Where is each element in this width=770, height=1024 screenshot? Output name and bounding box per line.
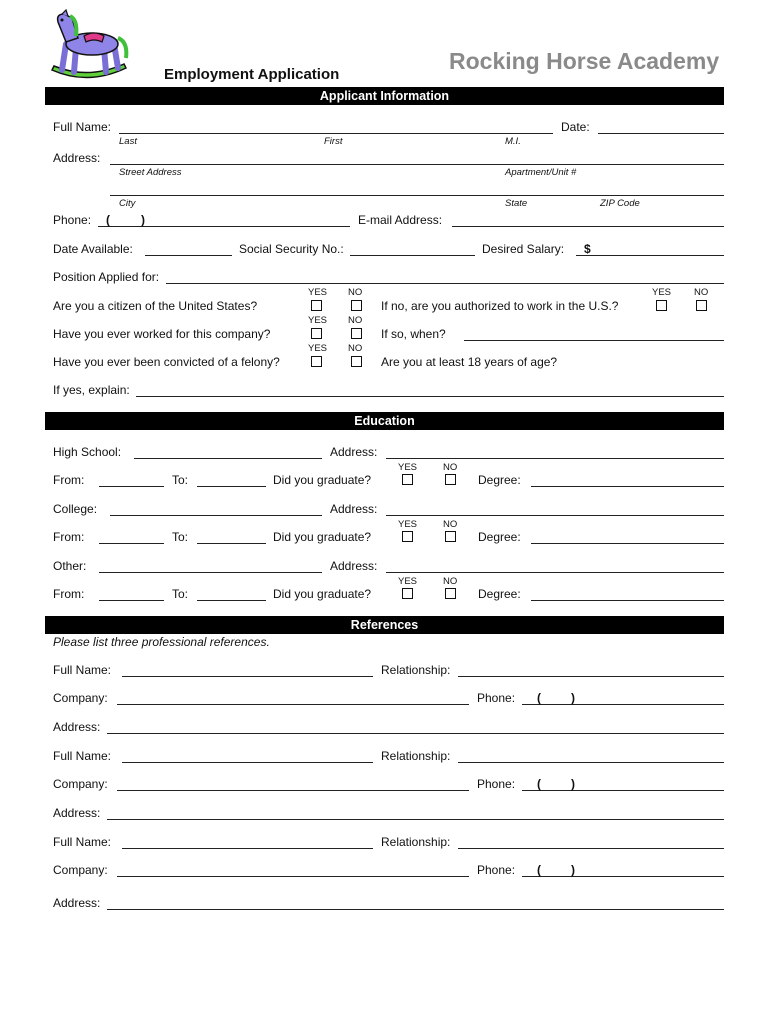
yes-header: YES: [398, 462, 418, 473]
position-field[interactable]: [166, 283, 724, 284]
ref2-address-field[interactable]: [107, 819, 724, 820]
other-graduate-question: Did you graduate?: [273, 587, 372, 601]
no-header: NO: [443, 462, 458, 473]
city-hint: City: [119, 198, 136, 209]
ref2-full-name-field[interactable]: [122, 762, 373, 763]
other-label: Other:: [53, 559, 87, 573]
other-degree-field[interactable]: [531, 600, 724, 601]
high-school-field[interactable]: [134, 458, 322, 459]
ref3-full-name-label: Full Name:: [53, 835, 112, 849]
form-title: Employment Application: [164, 66, 340, 83]
street-address-field[interactable]: [110, 164, 724, 165]
yes-header: YES: [398, 519, 418, 530]
explain-label: If yes, explain:: [53, 383, 130, 397]
yes-header: YES: [398, 576, 418, 587]
section-header-education: Education: [45, 412, 724, 430]
phone-paren-open: (: [106, 213, 110, 227]
desired-salary-label: Desired Salary:: [482, 242, 565, 256]
phone-paren-close: ): [141, 213, 145, 227]
dollar-sign: $: [584, 242, 591, 256]
worked-yes-checkbox[interactable]: [311, 328, 322, 339]
ref2-phone-paren-close: ): [571, 777, 575, 791]
section-header-applicant: Applicant Information: [45, 87, 724, 105]
ref1-relationship-label: Relationship:: [381, 663, 451, 677]
street-address-hint: Street Address: [119, 167, 182, 178]
college-degree-field[interactable]: [531, 543, 724, 544]
other-to-label: To:: [172, 587, 189, 601]
ref1-phone-label: Phone:: [477, 691, 516, 705]
no-header: NO: [348, 287, 363, 298]
ref1-full-name-field[interactable]: [122, 676, 373, 677]
when-question: If so, when?: [381, 327, 446, 341]
first-name-hint: First: [324, 136, 343, 147]
ref1-phone-paren-open: (: [537, 691, 541, 705]
college-address-field[interactable]: [386, 515, 724, 516]
hs-graduate-yes-checkbox[interactable]: [402, 474, 413, 485]
felony-question: Have you ever been convicted of a felony?: [53, 355, 280, 369]
other-to-field[interactable]: [197, 600, 266, 601]
rocking-horse-logo: [48, 8, 132, 84]
high-school-address-label: Address:: [330, 445, 378, 459]
date-available-label: Date Available:: [53, 242, 133, 256]
citizen-yes-checkbox[interactable]: [311, 300, 322, 311]
hs-to-field[interactable]: [197, 486, 266, 487]
hs-degree-label: Degree:: [478, 473, 521, 487]
college-to-label: To:: [172, 530, 189, 544]
ref1-full-name-label: Full Name:: [53, 663, 112, 677]
ref2-company-label: Company:: [53, 777, 108, 791]
no-header: NO: [348, 315, 363, 326]
other-degree-label: Degree:: [478, 587, 521, 601]
ref2-phone-paren-open: (: [537, 777, 541, 791]
college-graduate-question: Did you graduate?: [273, 530, 372, 544]
ref3-relationship-field[interactable]: [458, 848, 724, 849]
when-field[interactable]: [464, 340, 724, 341]
authorized-question: If no, are you authorized to work in the U.S.?: [381, 299, 619, 313]
ref1-address-label: Address:: [53, 720, 101, 734]
high-school-label: High School:: [53, 445, 122, 459]
other-address-label: Address:: [330, 559, 378, 573]
email-label: E-mail Address:: [358, 213, 443, 227]
citizen-question: Are you a citizen of the United States?: [53, 299, 258, 313]
city-state-zip-field[interactable]: [110, 195, 724, 196]
hs-to-label: To:: [172, 473, 189, 487]
ref2-relationship-field[interactable]: [458, 762, 724, 763]
state-hint: State: [505, 198, 528, 209]
ref3-company-label: Company:: [53, 863, 108, 877]
other-from-label: From:: [53, 587, 85, 601]
explain-field[interactable]: [136, 396, 724, 397]
college-from-field[interactable]: [99, 543, 164, 544]
email-field[interactable]: [452, 226, 724, 227]
worked-no-checkbox[interactable]: [351, 328, 362, 339]
middle-initial-hint: M.I.: [505, 136, 521, 147]
ref1-relationship-field[interactable]: [458, 676, 724, 677]
ssn-label: Social Security No.:: [239, 242, 344, 256]
ref3-address-label: Address:: [53, 896, 101, 910]
hs-graduate-question: Did you graduate?: [273, 473, 372, 487]
no-header: NO: [348, 343, 363, 354]
ssn-field[interactable]: [350, 255, 475, 256]
yes-header: YES: [308, 343, 328, 354]
authorized-no-checkbox[interactable]: [696, 300, 707, 311]
no-header: NO: [443, 519, 458, 530]
college-field[interactable]: [110, 515, 322, 516]
ref3-phone-label: Phone:: [477, 863, 516, 877]
ref2-phone-field[interactable]: [522, 790, 724, 791]
school-name: Rocking Horse Academy: [449, 48, 720, 74]
other-graduate-no-checkbox[interactable]: [445, 588, 456, 599]
ref3-relationship-label: Relationship:: [381, 835, 451, 849]
other-graduate-yes-checkbox[interactable]: [402, 588, 413, 599]
college-graduate-yes-checkbox[interactable]: [402, 531, 413, 542]
date-available-field[interactable]: [145, 255, 232, 256]
address-label: Address:: [53, 151, 101, 165]
felony-yes-checkbox[interactable]: [311, 356, 322, 367]
college-label: College:: [53, 502, 98, 516]
worked-here-question: Have you ever worked for this company?: [53, 327, 271, 341]
references-instructions: Please list three professional references.: [53, 635, 270, 649]
hs-graduate-no-checkbox[interactable]: [445, 474, 456, 485]
ref3-phone-paren-close: ): [571, 863, 575, 877]
ref2-address-label: Address:: [53, 806, 101, 820]
other-field[interactable]: [99, 572, 322, 573]
ref2-company-field[interactable]: [117, 790, 469, 791]
yes-header: YES: [652, 287, 672, 298]
college-address-label: Address:: [330, 502, 378, 516]
ref1-company-label: Company:: [53, 691, 108, 705]
ref1-phone-field[interactable]: [522, 704, 724, 705]
age-question: Are you at least 18 years of age?: [381, 355, 558, 369]
felony-no-checkbox[interactable]: [351, 356, 362, 367]
authorized-yes-checkbox[interactable]: [656, 300, 667, 311]
full-name-field[interactable]: [119, 133, 553, 134]
phone-label: Phone:: [53, 213, 92, 227]
other-from-field[interactable]: [99, 600, 164, 601]
high-school-address-field[interactable]: [386, 458, 724, 459]
full-name-label: Full Name:: [53, 120, 112, 134]
ref2-relationship-label: Relationship:: [381, 749, 451, 763]
other-address-field[interactable]: [386, 572, 724, 573]
ref3-phone-field[interactable]: [522, 876, 724, 877]
hs-from-label: From:: [53, 473, 85, 487]
apartment-hint: Apartment/Unit #: [505, 167, 577, 178]
ref2-full-name-label: Full Name:: [53, 749, 112, 763]
hs-degree-field[interactable]: [531, 486, 724, 487]
college-degree-label: Degree:: [478, 530, 521, 544]
ref3-address-field[interactable]: [107, 909, 724, 910]
section-header-references: References: [45, 616, 724, 634]
hs-from-field[interactable]: [99, 486, 164, 487]
ref1-company-field[interactable]: [117, 704, 469, 705]
ref3-phone-paren-open: (: [537, 863, 541, 877]
ref1-phone-paren-close: ): [571, 691, 575, 705]
ref3-company-field[interactable]: [117, 876, 469, 877]
ref3-full-name-field[interactable]: [122, 848, 373, 849]
ref2-phone-label: Phone:: [477, 777, 516, 791]
no-header: NO: [694, 287, 709, 298]
date-label: Date:: [561, 120, 590, 134]
phone-field[interactable]: [98, 226, 350, 227]
citizen-no-checkbox[interactable]: [351, 300, 362, 311]
ref1-address-field[interactable]: [107, 733, 724, 734]
college-from-label: From:: [53, 530, 85, 544]
desired-salary-field[interactable]: [576, 255, 724, 256]
college-to-field[interactable]: [197, 543, 266, 544]
no-header: NO: [443, 576, 458, 587]
zip-hint: ZIP Code: [600, 198, 640, 209]
yes-header: YES: [308, 287, 328, 298]
last-name-hint: Last: [119, 136, 137, 147]
date-field[interactable]: [598, 133, 724, 134]
yes-header: YES: [308, 315, 328, 326]
position-label: Position Applied for:: [53, 270, 160, 284]
college-graduate-no-checkbox[interactable]: [445, 531, 456, 542]
